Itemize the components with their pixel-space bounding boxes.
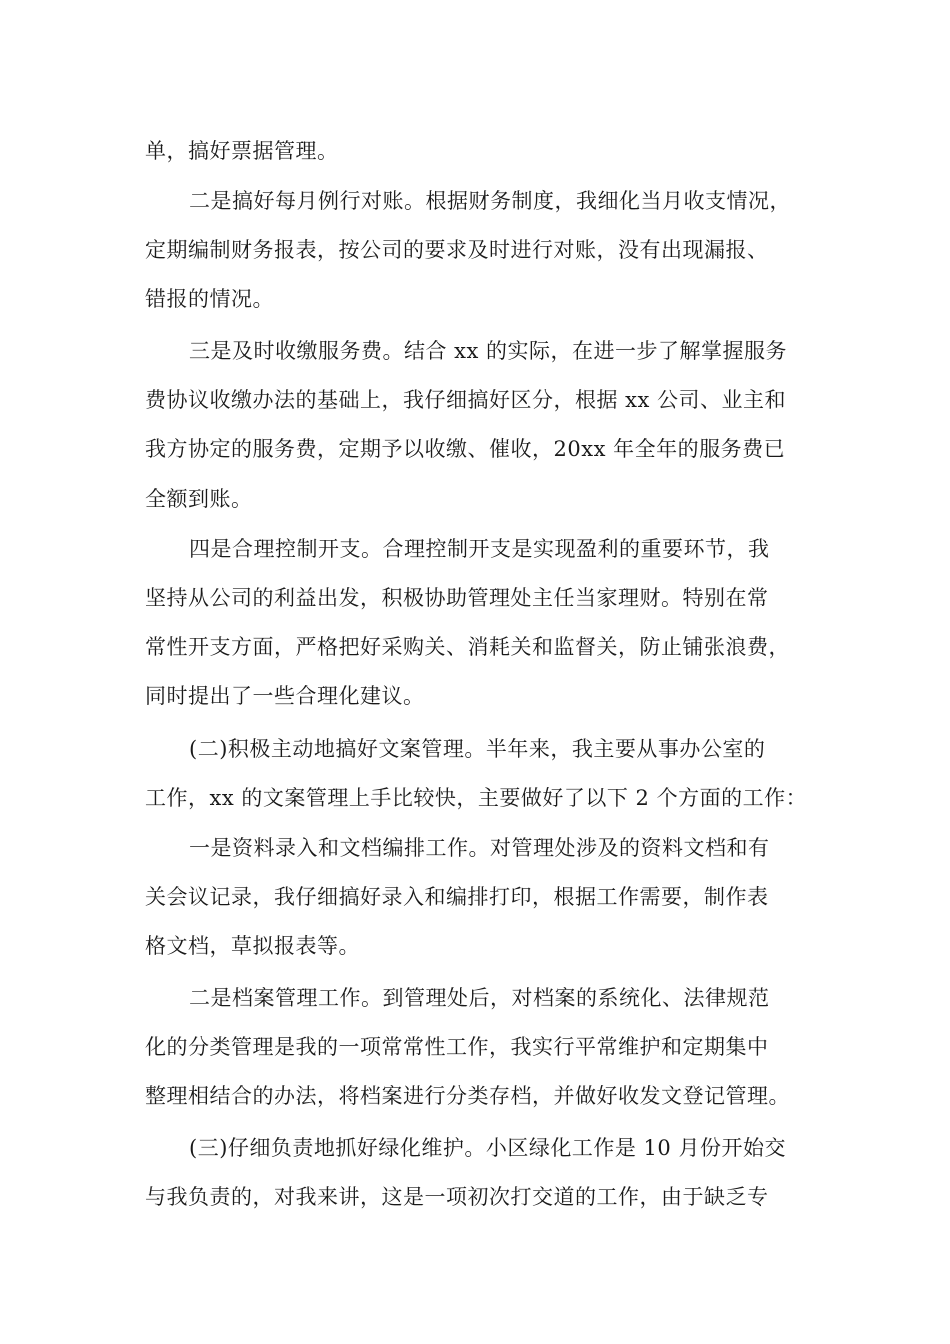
paragraph-start-line: 二是搞好每月例行对账。根据财务制度，我细化当月收支情况， — [189, 189, 791, 213]
section-heading-line: (三)仔细负责地抓好绿化维护。小区绿化工作是 10 月份开始交 — [189, 1136, 786, 1160]
text-line: 整理相结合的办法，将档案进行分类存档，并做好收发文登记管理。 — [145, 1084, 790, 1108]
text-line: 坚持从公司的利益出发，积极协助管理处主任当家理财。特别在常 — [145, 586, 769, 610]
paragraph-start-line: 一是资料录入和文档编排工作。对管理处涉及的资料文档和有 — [189, 836, 770, 860]
text-line: 我方协定的服务费，定期予以收缴、催收，20xx 年全年的服务费已 — [145, 437, 786, 461]
text-line: 同时提出了一些合理化建议。 — [145, 684, 425, 708]
text-line: 格文档，草拟报表等。 — [145, 934, 360, 958]
text-line: 全额到账。 — [145, 487, 253, 511]
paragraph-start-line: 二是档案管理工作。到管理处后，对档案的系统化、法律规范 — [189, 986, 770, 1010]
text-line: 常性开支方面，严格把好采购关、消耗关和监督关，防止铺张浪费， — [145, 635, 790, 659]
text-line: 与我负责的，对我来讲，这是一项初次打交道的工作，由于缺乏专 — [145, 1185, 769, 1209]
text-line: 关会议记录，我仔细搞好录入和编排打印，根据工作需要，制作表 — [145, 885, 769, 909]
text-line: 定期编制财务报表，按公司的要求及时进行对账，没有出现漏报、 — [145, 238, 769, 262]
paragraph-start-line: 三是及时收缴服务费。结合 xx 的实际，在进一步了解掌握服务 — [189, 339, 788, 363]
text-line: 错报的情况。 — [145, 287, 274, 311]
text-line: 费协议收缴办法的基础上，我仔细搞好区分，根据 xx 公司、业主和 — [145, 388, 787, 412]
section-heading-line: (二)积极主动地搞好文案管理。半年来，我主要从事办公室的 — [189, 737, 766, 761]
text-line: 化的分类管理是我的一项常常性工作，我实行平常维护和定期集中 — [145, 1035, 769, 1059]
text-line: 单，搞好票据管理。 — [145, 139, 339, 163]
text-line: 工作，xx 的文案管理上手比较快，主要做好了以下 2 个方面的工作： — [145, 786, 808, 810]
paragraph-start-line: 四是合理控制开支。合理控制开支是实现盈利的重要环节，我 — [189, 537, 770, 561]
